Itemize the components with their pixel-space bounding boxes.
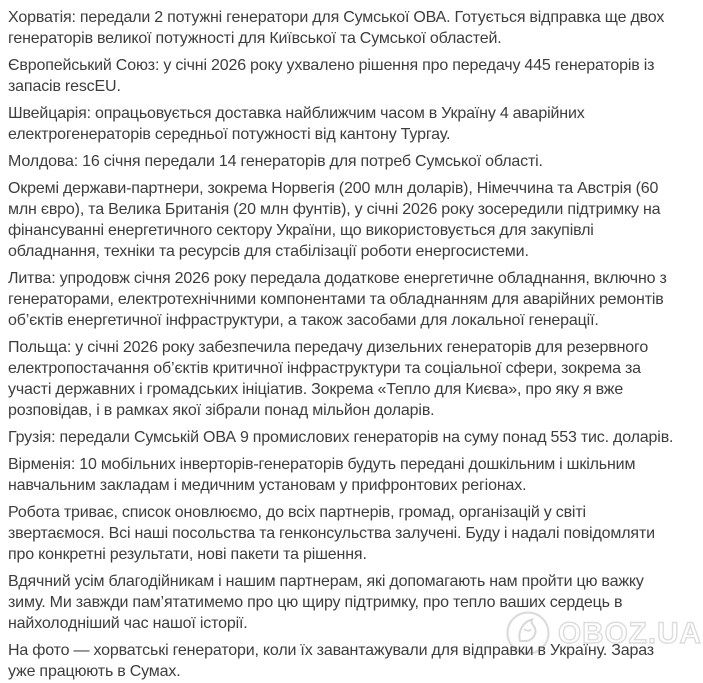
paragraph-georgia: Грузія: передали Сумській ОВА 9 промислових генераторів на суму понад 553 тис. доларів. (8, 429, 674, 446)
paragraph-switzerland: Швейцарія: опрацьовується доставка найближчим часом в Україну 4 аварійних електрогенераторів середньої потужності від кантону Тургау. (8, 105, 585, 143)
watermark-text: OBOZ.UA (558, 617, 702, 650)
paragraph-moldova: Молдова: 16 січня передали 14 генераторів для потреб Сумської області. (8, 153, 543, 170)
paragraph-photo-caption: На фото — хорватські генератори, коли їх завантажували для відправки в Україну. Зараз уже працюють в Сумах. (8, 642, 654, 680)
paragraph-lithuania: Литва: упродовж січня 2026 року передала додаткове енергетичне обладнання, включно з генераторами, електротехнічними компонентами та обладнанням для аварійних ремонтів об’єктів енергетичної інфраструктури, а також засобами для локальної генерації. (8, 270, 667, 329)
paragraph-work-continues: Робота триває, список оновлюємо, до всіх партнерів, громад, організацій у світі звертаємося. Всі наші посольства та генконсульства залучені. Буду і надалі повідомляти про конкретні результати, нові пакети та рішення. (8, 504, 655, 563)
paragraph-croatia: Хорватія: передали 2 потужні генератори для Сумської ОВА. Готується відправка ще двох генераторів великої потужності для Київської та Сумської областей. (8, 9, 665, 47)
paragraph-armenia: Вірменія: 10 мобільних інверторів-генераторів будуть передані дошкільним і шкільним навчальним закладам і медичним установам у прифронтових регіонах. (8, 456, 636, 494)
paragraph-partner-states: Окремі держави-партнери, зокрема Норвегія (200 млн доларів), Німеччина та Австрія (60 млн євро), та Велика Британія (20 млн фунтів), у січні 2026 року зосередили підтримку на фінансуванні енергетичного сектору України, що використовується для закупівлі обладнання, техніки та ресурсів для стабілізації роботи енергосистеми. (8, 180, 661, 260)
paragraph-poland: Польща: у січні 2026 року забезпечила передачу дизельних генераторів для резервного електропостачання об’єктів критичної інфраструктури та соціальної сфери, зокрема за участі державних і громадських ініціатив. Зокрема «Тепло для Києва», про яку я вже розповідав, і в рамках якої зібрали понад мільйон доларів. (8, 339, 649, 419)
paragraph-gratitude: Вдячний усім благодійникам і нашим партнерам, які допомагають нам пройти цю важку зиму. Ми завжди пам’ятатимемо про цю щиру підтримку, про тепло ваших сердець в найхолодніший час нашої історії. (8, 573, 644, 632)
paragraph-european-union: Європейський Союз: у січні 2026 року ухвалено рішення про передачу 445 генераторів із запасів rescEU. (8, 57, 655, 95)
